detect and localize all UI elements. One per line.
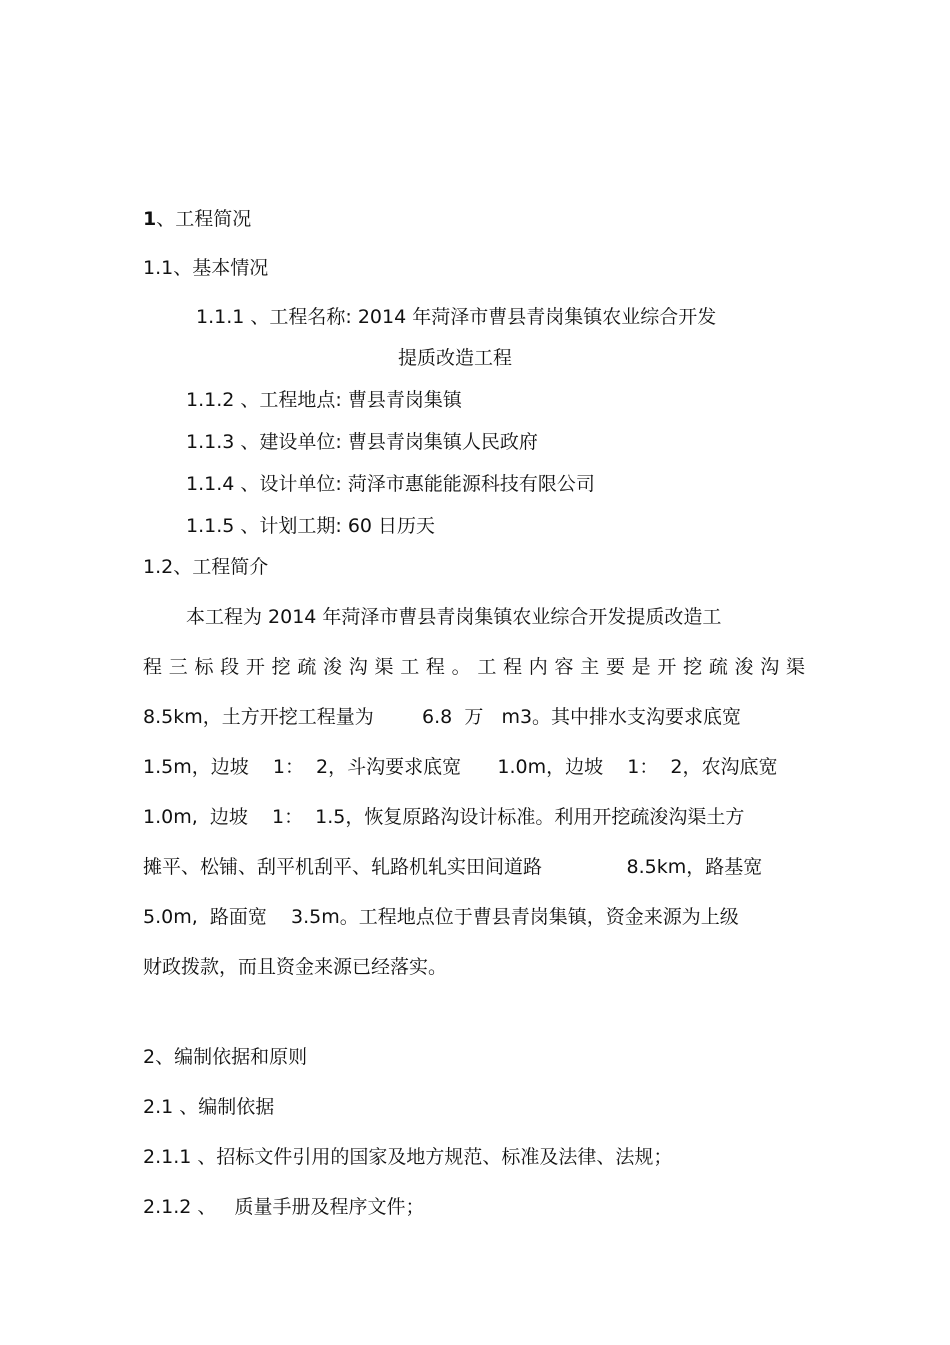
intro-line: 8.5km，土方开挖工程量为 6.8 万 m3。其中排水支沟要求底宽 xyxy=(143,706,742,728)
heading-1-2: 1.2、工程简介 xyxy=(143,556,269,578)
section-2-heading: 2、编制依据和原则 xyxy=(143,1046,308,1068)
item-1-1-1-project-name-continued: 提质改造工程 xyxy=(398,347,513,369)
item-1-1-5-schedule: 1.1.5 、计划工期: 60 日历天 xyxy=(186,515,436,537)
heading-2-1: 2.1 、编制依据 xyxy=(143,1096,275,1118)
intro-line: 本工程为 2014 年菏泽市曹县青岗集镇农业综合开发提质改造工 xyxy=(186,606,722,628)
section-1-heading xyxy=(143,207,251,231)
intro-line: 摊平、松铺、刮平机刮平、轧路机轧实田间道路 8.5km，路基宽 xyxy=(143,856,763,878)
intro-line: 财政拨款，而且资金来源已经落实。 xyxy=(143,956,448,978)
item-1-1-2-location: 1.1.2 、工程地点: 曹县青岗集镇 xyxy=(186,389,462,411)
section-1-number: 1 xyxy=(143,208,157,230)
item-1-1-4-designer: 1.1.4 、设计单位: 菏泽市惠能能源科技有限公司 xyxy=(186,473,595,495)
intro-line: 5.0m, 路面宽 3.5m。工程地点位于曹县青岗集镇，资金来源为上级 xyxy=(143,906,739,928)
item-2-1-1: 2.1.1 、招标文件引用的国家及地方规范、标准及法律、法规； xyxy=(143,1146,673,1168)
item-1-1-3-builder: 1.1.3 、建设单位: 曹县青岗集镇人民政府 xyxy=(186,431,538,453)
section-1-title: 、工程简况 xyxy=(156,208,252,230)
intro-line: 1.5m，边坡 1： 2，斗沟要求底宽 1.0m，边坡 1： 2，农沟底宽 xyxy=(143,756,778,778)
intro-line: 1.0m, 边坡 1： 1.5，恢复原路沟设计标准。利用开挖疏浚沟渠土方 xyxy=(143,806,745,828)
item-1-1-1-project-name: 1.1.1 、工程名称: 2014 年菏泽市曹县青岗集镇农业综合开发 xyxy=(196,306,717,328)
heading-1-1: 1.1、基本情况 xyxy=(143,257,269,279)
item-2-1-2: 2.1.2 、 质量手册及程序文件； xyxy=(143,1196,425,1218)
intro-line: 程 三 标 段 开 挖 疏 浚 沟 渠 工 程 。 工 程 内 容 主 要 是 开 挖 疏 浚 沟 渠 xyxy=(143,656,805,678)
